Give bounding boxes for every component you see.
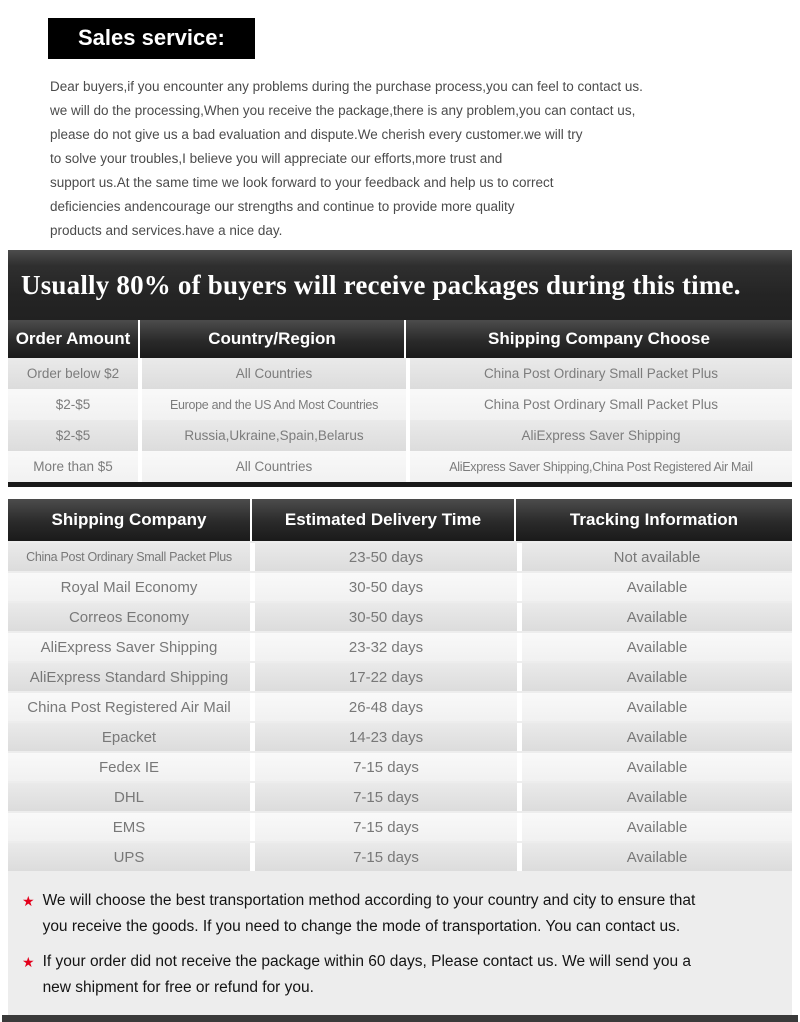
shipping-time-section <box>8 250 792 487</box>
table-row <box>8 723 792 751</box>
table-cell-company: Royal Mail Economy <box>8 573 255 601</box>
table-bottom-bar <box>8 482 792 487</box>
delivery-header-company: Shipping Company <box>8 499 252 541</box>
paragraph-line: deficiencies andencourage our strengths and continue to provide more quality <box>50 199 515 214</box>
paragraph-line: Dear buyers,if you encounter any problems during the purchase process,you can feel to contact us. <box>50 79 643 94</box>
note-line: you receive the goods. If you need to change the mode of transportation. You can contact us. <box>42 918 681 935</box>
table-cell-tracking: Available <box>522 843 792 871</box>
table-cell-company: DHL <box>8 783 255 811</box>
table-cell-tracking: Available <box>522 753 792 781</box>
table-cell-country: Russia,Ukraine,Spain,Belarus <box>142 420 410 451</box>
sales-service-paragraph <box>50 75 760 243</box>
table-cell-company: UPS <box>8 843 255 871</box>
section-bottom-bar <box>2 1015 798 1022</box>
table-cell-time: 7-15 days <box>255 843 522 871</box>
delivery-section <box>8 499 792 1022</box>
star-icon: ★ <box>22 954 35 970</box>
table-row <box>8 389 792 420</box>
order-table-header-row <box>8 320 792 358</box>
table-cell-company: AliExpress Standard Shipping <box>8 663 255 691</box>
table-cell-tracking: Available <box>522 723 792 751</box>
table-cell-time: 23-50 days <box>255 543 522 571</box>
table-cell-tracking: Available <box>522 813 792 841</box>
table-row <box>8 420 792 451</box>
paragraph-line: to solve your troubles,I believe you will appreciate our efforts,more trust and <box>50 151 503 166</box>
table-cell-time: 7-15 days <box>255 813 522 841</box>
table-row <box>8 543 792 571</box>
table-cell-country: All Countries <box>142 358 410 389</box>
table-cell-time: 26-48 days <box>255 693 522 721</box>
table-cell-time: 23-32 days <box>255 633 522 661</box>
note-item <box>20 949 776 1001</box>
sales-service-title: Sales service: <box>48 18 255 59</box>
paragraph-line: please do not give us a bad evaluation and dispute.We cherish every customer.we will try <box>50 127 583 142</box>
paragraph-line: products and services.have a nice day. <box>50 223 283 238</box>
table-cell-company: Correos Economy <box>8 603 255 631</box>
note-line: If your order did not receive the package within 60 days, Please contact us. We will send you a <box>42 953 692 970</box>
table-cell-tracking: Available <box>522 573 792 601</box>
table-cell-company: China Post Registered Air Mail <box>8 693 255 721</box>
table-cell-country: All Countries <box>142 451 410 482</box>
delivery-header-time: Estimated Delivery Time <box>252 499 516 541</box>
note-text <box>43 888 696 940</box>
table-cell-time: 7-15 days <box>255 783 522 811</box>
table-cell-amount: $2-$5 <box>8 389 142 420</box>
table-cell-company: Epacket <box>8 723 255 751</box>
table-row <box>8 693 792 721</box>
table-cell-company: China Post Ordinary Small Packet Plus <box>410 389 792 420</box>
table-cell-country: Europe and the US And Most Countries <box>142 389 410 420</box>
table-cell-amount: Order below $2 <box>8 358 142 389</box>
table-cell-tracking: Available <box>522 663 792 691</box>
star-icon: ★ <box>22 893 35 909</box>
table-cell-company: Fedex IE <box>8 753 255 781</box>
paragraph-line: we will do the processing,When you receive the package,there is any problem,you can contact us, <box>50 103 636 118</box>
table-cell-time: 7-15 days <box>255 753 522 781</box>
table-cell-amount: More than $5 <box>8 451 142 482</box>
shipping-notes <box>8 871 792 1015</box>
order-table-header-country: Country/Region <box>140 320 406 358</box>
table-row <box>8 451 792 482</box>
table-cell-company: AliExpress Saver Shipping <box>8 633 255 661</box>
order-table-header-amount: Order Amount <box>8 320 140 358</box>
delivery-table-header-row <box>8 499 792 541</box>
table-cell-amount: $2-$5 <box>8 420 142 451</box>
table-cell-tracking: Available <box>522 603 792 631</box>
table-cell-company: AliExpress Saver Shipping <box>410 420 792 451</box>
order-table-header-company: Shipping Company Choose <box>488 329 710 348</box>
table-cell-tracking: Available <box>522 633 792 661</box>
table-cell-time: 14-23 days <box>255 723 522 751</box>
table-cell-time: 30-50 days <box>255 603 522 631</box>
table-row <box>8 358 792 389</box>
table-cell-company: AliExpress Saver Shipping,China Post Registered Air Mail <box>410 451 792 482</box>
table-cell-company: China Post Ordinary Small Packet Plus <box>410 358 792 389</box>
paragraph-line: support us.At the same time we look forward to your feedback and help us to correct <box>50 175 554 190</box>
table-row <box>8 753 792 781</box>
table-row <box>8 663 792 691</box>
table-cell-tracking: Available <box>522 783 792 811</box>
note-line: new shipment for free or refund for you. <box>42 979 314 996</box>
table-row <box>8 813 792 841</box>
note-text <box>43 949 692 1001</box>
note-line: We will choose the best transportation method according to your country and city to ensure that <box>42 892 696 909</box>
table-cell-tracking: Not available <box>522 543 792 571</box>
table-cell-tracking: Available <box>522 693 792 721</box>
table-cell-time: 17-22 days <box>255 663 522 691</box>
table-row <box>8 573 792 601</box>
table-cell-company: China Post Ordinary Small Packet Plus <box>8 543 255 571</box>
shipping-time-banner: Usually 80% of buyers will receive packages during this time. <box>8 250 792 320</box>
table-cell-company: EMS <box>8 813 255 841</box>
delivery-header-tracking: Tracking Information <box>569 510 739 529</box>
table-cell-time: 30-50 days <box>255 573 522 601</box>
note-item <box>20 888 776 940</box>
table-row <box>8 603 792 631</box>
table-row <box>8 783 792 811</box>
table-row <box>8 633 792 661</box>
table-row <box>8 843 792 871</box>
